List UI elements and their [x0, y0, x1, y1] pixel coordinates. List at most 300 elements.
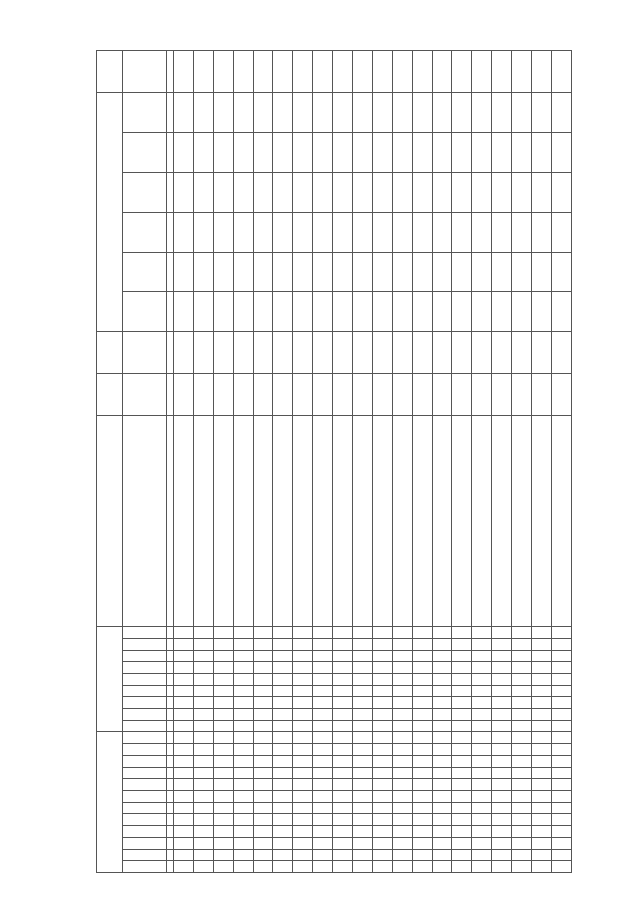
table-cell	[472, 374, 492, 416]
table-cell	[333, 51, 353, 93]
table-cell	[273, 133, 293, 173]
table-cell	[273, 172, 293, 212]
table-cell	[313, 861, 333, 873]
table-cell	[472, 172, 492, 212]
table-cell	[293, 720, 313, 732]
table-cell	[472, 51, 492, 93]
table-cell	[372, 732, 392, 744]
table-cell	[372, 814, 392, 826]
table-cell	[313, 849, 333, 861]
column-header-28	[123, 133, 167, 173]
table-cell	[233, 849, 253, 861]
table-cell	[213, 662, 233, 674]
table-cell	[233, 697, 253, 709]
table-cell	[233, 252, 253, 292]
table-cell	[333, 709, 353, 721]
table-cell	[253, 849, 273, 861]
table-cell	[392, 638, 412, 650]
table-cell	[293, 849, 313, 861]
table-cell	[532, 374, 552, 416]
table-cell	[512, 252, 532, 292]
table-cell	[193, 252, 213, 292]
table-row	[372, 51, 392, 873]
column-header-22	[123, 374, 167, 416]
table-row	[512, 51, 532, 873]
table-row	[551, 51, 571, 873]
table-cell	[452, 172, 472, 212]
table-cell	[492, 826, 512, 838]
column-header-27	[123, 172, 167, 212]
table-cell	[392, 673, 412, 685]
table-cell	[392, 791, 412, 803]
table-cell	[452, 332, 472, 374]
table-cell	[452, 814, 472, 826]
table-cell	[193, 292, 213, 332]
table-cell	[532, 212, 552, 252]
table-cell	[313, 638, 333, 650]
table-cell	[432, 212, 452, 252]
table-row	[532, 51, 552, 873]
table-cell	[253, 826, 273, 838]
table-cell	[273, 744, 293, 756]
column-header-row	[123, 51, 167, 873]
table-cell	[273, 212, 293, 252]
column-number-30	[167, 51, 174, 93]
table-cell	[372, 252, 392, 292]
table-cell	[213, 172, 233, 212]
table-cell	[233, 779, 253, 791]
table-cell	[233, 172, 253, 212]
table-cell	[174, 767, 194, 779]
table-cell	[273, 638, 293, 650]
table-cell	[392, 627, 412, 639]
table-cell	[293, 212, 313, 252]
table-cell	[353, 374, 373, 416]
table-cell	[293, 779, 313, 791]
table-cell	[412, 732, 432, 744]
table-cell	[353, 685, 373, 697]
table-cell	[253, 685, 273, 697]
table-cell	[333, 685, 353, 697]
table-cell	[174, 93, 194, 133]
table-cell	[313, 172, 333, 212]
table-cell	[412, 837, 432, 849]
table-cell	[551, 755, 571, 767]
table-cell	[492, 332, 512, 374]
group-header-2	[97, 416, 123, 627]
table-cell	[174, 627, 194, 639]
table-cell	[193, 732, 213, 744]
row-description	[313, 416, 333, 627]
column-number-2	[167, 837, 174, 849]
table-cell	[412, 212, 432, 252]
table-cell	[452, 212, 472, 252]
table-cell	[412, 826, 432, 838]
table-cell	[293, 172, 313, 212]
table-cell	[233, 826, 253, 838]
table-cell	[492, 814, 512, 826]
table-cell	[233, 673, 253, 685]
table-cell	[372, 292, 392, 332]
table-cell	[412, 697, 432, 709]
table-cell	[472, 252, 492, 292]
table-cell	[512, 662, 532, 674]
table-cell	[233, 720, 253, 732]
table-cell	[492, 93, 512, 133]
table-cell	[392, 755, 412, 767]
table-cell	[333, 627, 353, 639]
table-cell	[472, 650, 492, 662]
column-header-23	[123, 332, 167, 374]
table-cell	[174, 685, 194, 697]
table-cell	[193, 627, 213, 639]
table-cell	[551, 374, 571, 416]
table-cell	[193, 685, 213, 697]
row-description	[472, 416, 492, 627]
table-cell	[313, 662, 333, 674]
table-cell	[353, 697, 373, 709]
table-cell	[452, 732, 472, 744]
table-cell	[273, 861, 293, 873]
table-cell	[193, 849, 213, 861]
table-cell	[512, 837, 532, 849]
table-cell	[472, 802, 492, 814]
table-cell	[392, 861, 412, 873]
column-header-1	[123, 849, 167, 861]
table-cell	[293, 767, 313, 779]
table-cell	[193, 767, 213, 779]
table-cell	[253, 814, 273, 826]
table-cell	[512, 697, 532, 709]
table-cell	[372, 861, 392, 873]
table-cell	[253, 650, 273, 662]
table-cell	[432, 732, 452, 744]
table-cell	[233, 93, 253, 133]
table-cell	[412, 332, 432, 374]
table-cell	[472, 732, 492, 744]
table-cell	[512, 332, 532, 374]
table-row	[253, 51, 273, 873]
table-cell	[412, 93, 432, 133]
table-cell	[512, 755, 532, 767]
table-cell	[492, 779, 512, 791]
table-cell	[233, 861, 253, 873]
table-cell	[512, 720, 532, 732]
table-cell	[472, 755, 492, 767]
table-cell	[333, 374, 353, 416]
column-header-11	[123, 732, 167, 744]
table-cell	[512, 849, 532, 861]
table-cell	[532, 779, 552, 791]
table-cell	[551, 662, 571, 674]
table-cell	[551, 93, 571, 133]
table-cell	[233, 802, 253, 814]
table-cell	[293, 709, 313, 721]
table-cell	[273, 650, 293, 662]
table-cell	[313, 650, 333, 662]
table-cell	[512, 93, 532, 133]
table-cell	[353, 332, 373, 374]
row-description	[333, 416, 353, 627]
table-cell	[452, 51, 472, 93]
column-header-4	[123, 814, 167, 826]
column-number-11	[167, 732, 174, 744]
table-cell	[313, 374, 333, 416]
column-number-18	[167, 650, 174, 662]
table-cell	[512, 861, 532, 873]
table-cell	[532, 837, 552, 849]
table-cell	[532, 732, 552, 744]
table-cell	[353, 638, 373, 650]
table-cell	[532, 650, 552, 662]
table-cell	[174, 709, 194, 721]
table-cell	[392, 744, 412, 756]
table-cell	[313, 212, 333, 252]
table-cell	[253, 374, 273, 416]
table-cell	[452, 861, 472, 873]
table-cell	[392, 172, 412, 212]
table-cell	[333, 779, 353, 791]
table-cell	[273, 51, 293, 93]
table-cell	[492, 720, 512, 732]
table-cell	[174, 802, 194, 814]
table-cell	[233, 732, 253, 744]
table-cell	[372, 744, 392, 756]
table-cell	[253, 252, 273, 292]
row-description	[174, 416, 194, 627]
table-cell	[233, 374, 253, 416]
table-cell	[253, 861, 273, 873]
table-cell	[512, 791, 532, 803]
table-cell	[213, 685, 233, 697]
table-cell	[372, 673, 392, 685]
table-cell	[193, 861, 213, 873]
table-cell	[293, 697, 313, 709]
row-description	[532, 416, 552, 627]
table-cell	[253, 93, 273, 133]
table-cell	[512, 212, 532, 252]
table-cell	[313, 93, 333, 133]
table-cell	[333, 212, 353, 252]
column-header-14	[123, 697, 167, 709]
table-cell	[333, 650, 353, 662]
table-cell	[512, 767, 532, 779]
table-cell	[213, 133, 233, 173]
table-cell	[333, 332, 353, 374]
column-number-20	[167, 627, 174, 639]
table-cell	[313, 732, 333, 744]
table-cell	[472, 638, 492, 650]
table-cell	[273, 292, 293, 332]
table-cell	[452, 709, 472, 721]
table-cell	[273, 673, 293, 685]
table-cell	[412, 720, 432, 732]
table-cell	[472, 685, 492, 697]
table-cell	[233, 767, 253, 779]
table-cell	[372, 802, 392, 814]
table-cell	[353, 814, 373, 826]
table-cell	[492, 51, 512, 93]
program-table	[96, 50, 572, 873]
table-cell	[253, 133, 273, 173]
table-cell	[512, 814, 532, 826]
table-cell	[512, 292, 532, 332]
table-cell	[174, 791, 194, 803]
group-header-4	[97, 332, 123, 374]
table-cell	[313, 802, 333, 814]
table-cell	[551, 51, 571, 93]
table-row	[392, 51, 412, 873]
table-cell	[512, 779, 532, 791]
table-cell	[193, 709, 213, 721]
table-cell	[432, 673, 452, 685]
table-cell	[174, 837, 194, 849]
table-row	[492, 51, 512, 873]
table-cell	[193, 332, 213, 374]
table-cell	[412, 292, 432, 332]
table-cell	[472, 697, 492, 709]
table-cell	[551, 673, 571, 685]
table-cell	[532, 133, 552, 173]
table-cell	[233, 650, 253, 662]
table-cell	[532, 332, 552, 374]
table-cell	[353, 744, 373, 756]
table-cell	[412, 685, 432, 697]
column-header-0	[123, 861, 167, 873]
table-cell	[472, 791, 492, 803]
column-number-16	[167, 673, 174, 685]
table-cell	[273, 755, 293, 767]
column-number-4	[167, 814, 174, 826]
table-cell	[293, 332, 313, 374]
table-cell	[293, 133, 313, 173]
table-cell	[412, 767, 432, 779]
column-number-12	[167, 720, 174, 732]
table-cell	[233, 755, 253, 767]
table-cell	[193, 212, 213, 252]
table-cell	[532, 252, 552, 292]
table-cell	[432, 709, 452, 721]
group-header-3	[97, 374, 123, 416]
table-cell	[333, 837, 353, 849]
table-cell	[432, 826, 452, 838]
table-cell	[213, 732, 233, 744]
column-header-10	[123, 744, 167, 756]
table-cell	[372, 374, 392, 416]
table-cell	[532, 767, 552, 779]
table-cell	[193, 650, 213, 662]
table-cell	[532, 791, 552, 803]
table-cell	[293, 826, 313, 838]
table-cell	[213, 627, 233, 639]
row-description	[372, 416, 392, 627]
table-cell	[512, 685, 532, 697]
table-cell	[512, 673, 532, 685]
row-description	[492, 416, 512, 627]
table-cell	[233, 292, 253, 332]
table-cell	[512, 709, 532, 721]
table-cell	[233, 814, 253, 826]
table-cell	[512, 744, 532, 756]
table-cell	[551, 849, 571, 861]
table-cell	[432, 791, 452, 803]
table-cell	[412, 374, 432, 416]
table-cell	[532, 802, 552, 814]
table-cell	[532, 755, 552, 767]
table-cell	[193, 837, 213, 849]
table-cell	[293, 374, 313, 416]
table-cell	[412, 709, 432, 721]
table-cell	[551, 732, 571, 744]
column-number-3	[167, 826, 174, 838]
table-cell	[313, 252, 333, 292]
table-cell	[512, 51, 532, 93]
table-cell	[452, 133, 472, 173]
table-cell	[472, 673, 492, 685]
table-cell	[193, 826, 213, 838]
table-cell	[193, 744, 213, 756]
column-header-17	[123, 662, 167, 674]
table-cell	[174, 673, 194, 685]
table-cell	[273, 720, 293, 732]
table-cell	[333, 744, 353, 756]
table-cell	[432, 292, 452, 332]
table-cell	[551, 697, 571, 709]
table-cell	[452, 779, 472, 791]
table-cell	[353, 720, 373, 732]
column-header-7	[123, 779, 167, 791]
table-cell	[372, 627, 392, 639]
table-cell	[293, 802, 313, 814]
column-header-8	[123, 767, 167, 779]
table-cell	[174, 252, 194, 292]
table-cell	[412, 755, 432, 767]
table-cell	[392, 720, 412, 732]
table-cell	[253, 709, 273, 721]
table-cell	[333, 755, 353, 767]
column-number-6	[167, 791, 174, 803]
table-cell	[492, 744, 512, 756]
table-cell	[372, 650, 392, 662]
table-cell	[213, 93, 233, 133]
table-cell	[213, 744, 233, 756]
table-cell	[412, 744, 432, 756]
row-description	[273, 416, 293, 627]
table-cell	[293, 673, 313, 685]
table-cell	[472, 837, 492, 849]
column-number-22	[167, 374, 174, 416]
table-cell	[193, 374, 213, 416]
table-cell	[273, 374, 293, 416]
table-cell	[532, 673, 552, 685]
table-cell	[492, 685, 512, 697]
table-cell	[353, 755, 373, 767]
table-cell	[273, 93, 293, 133]
table-cell	[333, 133, 353, 173]
table-cell	[392, 662, 412, 674]
column-header-9	[123, 755, 167, 767]
table-cell	[253, 332, 273, 374]
table-cell	[353, 861, 373, 873]
table-cell	[213, 332, 233, 374]
table-cell	[174, 172, 194, 212]
table-cell	[353, 767, 373, 779]
column-number-17	[167, 662, 174, 674]
table-cell	[392, 332, 412, 374]
table-cell	[213, 292, 233, 332]
table-cell	[313, 685, 333, 697]
table-cell	[452, 720, 472, 732]
